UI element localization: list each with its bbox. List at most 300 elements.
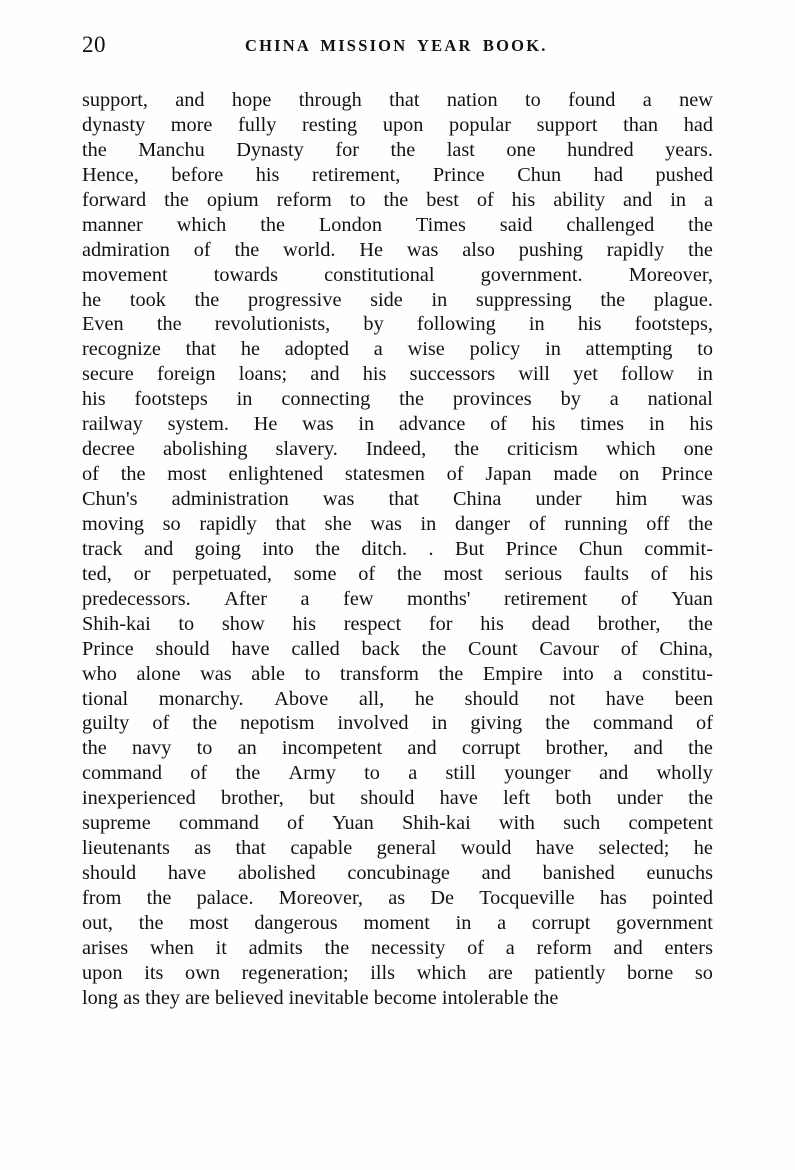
word: suppressing	[475, 288, 572, 311]
word: called	[291, 637, 340, 660]
word: successors	[409, 363, 496, 386]
word: when	[149, 936, 194, 959]
word: are	[487, 961, 513, 984]
word: popular	[449, 113, 511, 136]
word: his	[255, 163, 280, 186]
word: and	[175, 89, 205, 111]
word: he	[82, 288, 102, 311]
word: ditch.	[361, 537, 408, 560]
word: his	[511, 188, 536, 211]
word: loans;	[238, 363, 288, 386]
word: she	[324, 512, 352, 535]
word: in	[670, 188, 687, 211]
word: a	[703, 188, 713, 211]
text-line	[82, 761, 713, 786]
word: months'	[407, 587, 471, 610]
word: the	[235, 762, 261, 785]
word: admits	[248, 936, 303, 959]
word: to	[524, 89, 541, 111]
word: was	[322, 488, 355, 510]
word: guilty	[82, 712, 130, 735]
word: constitutional	[324, 263, 435, 286]
text-line	[82, 836, 713, 861]
word: and	[613, 936, 643, 959]
word: eunuchs	[646, 862, 713, 885]
word: was	[681, 488, 713, 510]
word: the	[438, 662, 464, 685]
word: all,	[358, 687, 385, 710]
page-header	[82, 30, 712, 62]
word: the	[383, 188, 409, 211]
word: faults	[583, 562, 629, 585]
text-line	[82, 861, 713, 886]
word: Prince	[661, 463, 713, 486]
text-line	[82, 263, 713, 288]
word: into	[262, 537, 294, 560]
word: in	[648, 413, 665, 436]
word: he	[693, 837, 713, 860]
word: lieutenants	[82, 837, 170, 860]
word: that	[388, 488, 419, 510]
word: would	[460, 837, 512, 860]
word: of	[193, 238, 211, 261]
word: and	[143, 537, 174, 560]
word: will	[518, 363, 550, 386]
word: the	[315, 537, 341, 560]
word: upon	[382, 113, 424, 136]
word: provinces	[452, 388, 532, 411]
word: secure	[82, 363, 134, 386]
word: not	[549, 687, 576, 710]
word: yet	[573, 363, 598, 386]
word: support	[536, 113, 598, 136]
word: should	[155, 637, 210, 660]
word: Chun's	[82, 488, 138, 510]
word: a	[505, 936, 515, 959]
word: supreme	[82, 812, 151, 835]
text-line	[82, 637, 713, 662]
word: in	[455, 911, 472, 934]
word: best	[426, 188, 459, 211]
word: his	[292, 612, 317, 635]
word: fully	[238, 113, 277, 136]
word: before	[171, 163, 224, 186]
word: the	[138, 911, 164, 934]
word: brother,	[545, 737, 609, 760]
word: adopted	[284, 338, 349, 361]
word: advance	[398, 413, 466, 436]
word: should	[360, 787, 415, 810]
word: De	[430, 887, 454, 909]
word: the	[688, 213, 713, 236]
word: still	[445, 762, 476, 785]
word: have	[231, 637, 270, 660]
word: retirement	[503, 587, 588, 610]
word: in	[697, 363, 713, 386]
word: Moreover,	[278, 887, 363, 909]
word: his	[480, 612, 504, 635]
text-line	[82, 163, 713, 188]
text-line	[82, 711, 713, 736]
word: the	[324, 936, 350, 959]
word: retirement,	[311, 163, 401, 186]
word: off	[646, 512, 670, 535]
word: said	[499, 213, 533, 236]
word: command	[593, 712, 674, 735]
text-line	[82, 662, 713, 687]
word: China	[452, 488, 502, 510]
word: the	[194, 288, 220, 311]
word: of	[490, 413, 507, 436]
word: Count	[468, 637, 518, 660]
word: perpetuated,	[172, 562, 272, 585]
word: pushing	[518, 238, 583, 261]
word: banished	[542, 862, 615, 885]
text-line	[82, 687, 713, 712]
word: Above	[274, 687, 329, 710]
word: his	[362, 363, 387, 386]
text-line	[82, 362, 713, 387]
word: pushed	[655, 163, 713, 186]
word: younger	[504, 762, 571, 785]
text-line	[82, 537, 713, 562]
word: connecting	[281, 388, 371, 411]
word: danger	[454, 512, 511, 535]
text-line: long as they are believed inevitable become intolerable the	[82, 986, 559, 1009]
word: Yuan	[332, 812, 374, 835]
word: the	[146, 887, 172, 909]
text-line	[82, 462, 713, 487]
word: of	[152, 712, 170, 735]
word: Army	[288, 762, 336, 785]
word: of	[620, 637, 638, 660]
word: hundred	[567, 138, 634, 161]
word: Tocqueville	[479, 887, 575, 909]
word: plague.	[653, 288, 713, 311]
text-line	[82, 736, 713, 761]
word: brother,	[221, 787, 284, 810]
word: a	[642, 89, 652, 111]
text-line	[82, 437, 713, 462]
word: Chun	[517, 163, 562, 186]
word: a	[609, 388, 619, 411]
word: and	[633, 737, 663, 760]
word: of	[650, 562, 668, 585]
word: few	[343, 587, 374, 610]
word: Manchu	[138, 138, 205, 161]
word: following	[416, 313, 496, 336]
word: through	[298, 89, 362, 111]
word: own	[185, 961, 220, 984]
word: one	[683, 438, 713, 461]
word: and	[623, 188, 653, 211]
word: most	[167, 463, 207, 486]
word: reform	[536, 936, 592, 959]
word: should	[464, 687, 519, 710]
word: general	[376, 837, 437, 860]
word: moment	[363, 911, 430, 934]
word: the	[545, 712, 570, 735]
word: had	[683, 113, 713, 136]
word: the	[399, 388, 424, 411]
word: Chun	[578, 537, 623, 560]
word: that	[235, 837, 266, 860]
word: or	[133, 562, 151, 585]
word: dead	[531, 612, 570, 635]
word: both	[555, 787, 592, 810]
word: palace.	[196, 887, 254, 909]
word: was	[302, 413, 334, 436]
word: that	[389, 89, 420, 111]
word: have	[535, 837, 575, 860]
text-line	[82, 886, 713, 911]
word: on	[619, 463, 640, 486]
word: giving	[470, 712, 523, 735]
word: the	[396, 562, 422, 585]
word: nepotism	[240, 712, 315, 735]
word: of	[467, 936, 485, 959]
word: Moreover,	[628, 263, 713, 286]
word: going	[194, 537, 241, 560]
word: attempting	[585, 338, 673, 361]
word: than	[623, 113, 659, 136]
word: of	[528, 512, 546, 535]
word: rapidly	[606, 238, 665, 261]
word: alone	[136, 662, 181, 685]
word: Even	[82, 313, 124, 336]
word: navy	[131, 737, 172, 760]
word: more	[170, 113, 213, 136]
word: the	[688, 737, 713, 760]
word: left	[503, 787, 531, 810]
word: Shih-kai	[401, 812, 471, 835]
word: enlightened	[228, 463, 324, 486]
word: incompetent	[281, 737, 383, 760]
word: the	[421, 637, 447, 660]
word: government	[616, 911, 713, 934]
page-number: 20	[82, 32, 106, 57]
word: have	[605, 687, 645, 710]
word: and	[598, 762, 629, 785]
word: one	[506, 138, 536, 161]
word: selected;	[598, 837, 670, 860]
word: by	[560, 388, 581, 411]
text-line	[82, 188, 713, 213]
word: China,	[659, 637, 713, 660]
word: the	[234, 238, 260, 261]
word: brother,	[597, 612, 661, 635]
word: reform	[276, 188, 332, 211]
word: been	[674, 687, 713, 710]
word: such	[563, 812, 601, 835]
word: his	[531, 413, 556, 436]
word: show	[221, 612, 265, 635]
word: command	[82, 762, 162, 785]
word: upon	[82, 961, 123, 984]
word: serious	[504, 562, 563, 585]
word: in	[420, 512, 437, 535]
word: have	[167, 862, 207, 885]
word: the	[688, 238, 713, 261]
word: the	[192, 712, 218, 735]
word: a	[300, 587, 310, 610]
word: of	[446, 463, 464, 486]
word: revolutionists,	[214, 313, 331, 336]
word: borne	[627, 961, 674, 984]
word: After	[224, 587, 268, 610]
word: a	[497, 911, 507, 934]
word: and	[310, 363, 340, 386]
word: has	[599, 887, 627, 909]
word: new	[679, 89, 713, 111]
word: found	[568, 89, 616, 111]
word: dangerous	[254, 911, 338, 934]
word: ills	[370, 961, 396, 984]
word: of	[190, 762, 208, 785]
word: his	[689, 562, 713, 585]
word: of	[287, 812, 304, 835]
word: wholly	[656, 762, 713, 785]
word: the	[156, 313, 182, 336]
word: took	[129, 288, 166, 311]
text-line	[82, 213, 713, 238]
word: corrupt	[531, 911, 591, 934]
word: also	[462, 238, 495, 261]
word: ability	[553, 188, 606, 211]
word: the	[164, 188, 189, 211]
text-line	[82, 337, 713, 362]
word: as	[388, 887, 406, 909]
word: footsteps	[134, 388, 208, 411]
word: administration	[171, 488, 289, 510]
word: towards	[213, 263, 278, 286]
word: movement	[82, 263, 168, 286]
word: to	[304, 662, 321, 685]
word: the	[120, 463, 146, 486]
text-line	[82, 587, 713, 612]
text-line	[82, 288, 713, 313]
word: moving	[82, 512, 144, 535]
body-text-block	[82, 88, 713, 1011]
text-line	[82, 512, 713, 537]
word: a	[408, 762, 418, 785]
word: was	[406, 238, 439, 261]
word: regeneration;	[241, 961, 349, 984]
word: system.	[167, 413, 229, 436]
word: him	[615, 488, 648, 510]
word: resting	[302, 113, 358, 136]
word: capable	[290, 837, 353, 860]
word: Times	[415, 213, 466, 236]
text-line	[82, 113, 713, 138]
word: and	[407, 737, 437, 760]
word: times	[580, 413, 625, 436]
word: support,	[82, 89, 148, 111]
word: the	[82, 138, 107, 161]
word: he	[240, 338, 260, 361]
word: tional	[82, 687, 129, 710]
word: progressive	[247, 288, 342, 311]
word: decree	[82, 438, 135, 461]
word: should	[82, 862, 137, 885]
word: nation	[446, 89, 498, 111]
word: was	[200, 662, 232, 685]
text-line	[82, 138, 713, 163]
word: had	[593, 163, 623, 186]
word: challenged	[566, 213, 655, 236]
word: the	[82, 737, 107, 760]
word: for	[335, 138, 359, 161]
word: as	[194, 837, 212, 860]
word: in	[236, 388, 253, 411]
word: his	[577, 313, 602, 336]
word: abolished	[237, 862, 316, 885]
word: was	[370, 512, 402, 535]
word: He	[253, 413, 278, 436]
word: policy	[469, 338, 521, 361]
text-line	[82, 961, 713, 986]
word: in	[431, 288, 448, 311]
word: respect	[343, 612, 402, 635]
word: to	[697, 338, 713, 361]
word: London	[318, 213, 382, 236]
word: opium	[206, 188, 259, 211]
word: But	[454, 537, 485, 560]
word: which	[606, 438, 656, 461]
word: he	[414, 687, 434, 710]
word: for	[428, 612, 453, 635]
word: footsteps,	[634, 313, 713, 336]
word: slavery.	[275, 438, 338, 461]
word: a	[613, 662, 623, 685]
word: years.	[665, 138, 713, 161]
text-line	[82, 238, 713, 263]
text-line	[82, 911, 713, 936]
word: ted,	[82, 562, 112, 585]
word: to	[349, 188, 366, 211]
word: the	[260, 213, 285, 236]
text-line	[82, 562, 713, 587]
word: enters	[664, 936, 713, 959]
word: last	[446, 138, 475, 161]
word: foreign	[156, 363, 216, 386]
word: who	[82, 662, 117, 685]
word: a	[373, 338, 383, 361]
word: Prince	[432, 163, 485, 186]
word: railway	[82, 413, 143, 436]
word: .	[428, 537, 434, 560]
word: but	[309, 787, 335, 810]
word: Prince	[505, 537, 558, 560]
word: so	[694, 961, 713, 984]
word: to	[364, 762, 380, 785]
word: his	[689, 413, 713, 436]
word: criticism	[507, 438, 578, 461]
word: back	[361, 637, 400, 660]
word: into	[562, 662, 594, 685]
word: monarchy.	[158, 687, 244, 710]
word: have	[439, 787, 478, 810]
word: recognize	[82, 338, 161, 361]
word: dynasty	[82, 113, 146, 136]
text-line	[82, 387, 713, 412]
word: most	[189, 911, 229, 934]
running-head-title: CHINA MISSION YEAR BOOK.	[245, 36, 548, 55]
word: arises	[82, 936, 129, 959]
word: in	[528, 313, 545, 336]
word: forward	[82, 188, 147, 211]
word: Dynasty	[236, 138, 304, 161]
